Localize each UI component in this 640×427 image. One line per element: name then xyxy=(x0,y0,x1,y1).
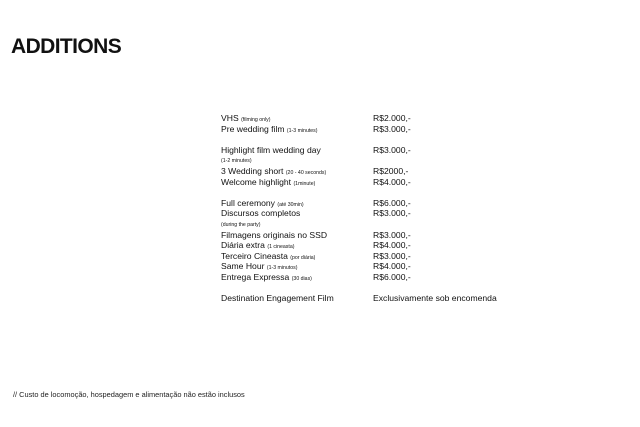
item-name: Pre wedding film xyxy=(221,123,285,134)
price-row-wedding-short xyxy=(221,166,521,177)
item-note: (30 dias) xyxy=(291,275,312,282)
item-note: (1-3 minutos) xyxy=(266,265,298,272)
item-price: R$3.000,- xyxy=(373,229,411,240)
item-name: Entrega Expressa xyxy=(221,271,290,282)
item-price: R$4.000,- xyxy=(373,240,411,251)
item-sub-note: (during the party) xyxy=(221,221,261,228)
price-row-pre-wedding-film xyxy=(221,124,521,135)
item-name: Filmagens originais no SSD xyxy=(221,229,328,240)
item-name: Welcome highlight xyxy=(221,176,292,187)
item-price: R$4.000,- xyxy=(373,261,411,272)
additions-price-list xyxy=(221,113,521,304)
price-row-same-hour xyxy=(221,261,521,272)
item-name: Terceiro Cineasta xyxy=(221,250,288,261)
item-note: (até 30min) xyxy=(277,201,304,208)
price-row-entrega-expressa xyxy=(221,272,521,283)
item-price: R$6.000,- xyxy=(373,271,411,282)
price-row-full-ceremony xyxy=(221,198,521,209)
item-name: 3 Wedding short xyxy=(221,165,284,176)
footnote: // Custo de locomoção, hospedagem e alimentação não estão inclusos xyxy=(13,390,245,399)
item-price: R$2.000,- xyxy=(373,113,411,123)
item-price: R$3.000,- xyxy=(373,144,411,155)
price-row-destination-engagement xyxy=(221,293,521,304)
price-row-terceiro-cineasta xyxy=(221,251,521,262)
item-name: Discursos completos xyxy=(221,208,301,219)
item-sub-note: (1-2 minutes) xyxy=(221,158,252,165)
price-row-highlight-film xyxy=(221,145,521,156)
price-row-welcome-highlight xyxy=(221,177,521,188)
item-note: (filming only) xyxy=(241,117,271,123)
item-price: R$3.000,- xyxy=(373,123,411,134)
price-row-filmagens-originais xyxy=(221,230,521,241)
price-row-discursos-completos xyxy=(221,208,521,219)
item-price: R$4.000,- xyxy=(373,176,411,187)
item-note: (1 cineasta) xyxy=(267,244,295,251)
item-price: R$2000,- xyxy=(373,165,409,176)
item-price: R$3.000,- xyxy=(373,208,411,219)
item-name: VHS xyxy=(221,113,239,123)
price-row-diaria-extra xyxy=(221,240,521,251)
item-price: R$3.000,- xyxy=(373,250,411,261)
item-price: R$6.000,- xyxy=(373,197,411,208)
item-note: (por diária) xyxy=(290,254,316,261)
item-name: Destination Engagement Film xyxy=(221,293,334,304)
item-note: (1-3 minutes) xyxy=(286,127,318,134)
item-name: Full ceremony xyxy=(221,197,275,208)
price-row-vhs xyxy=(221,113,521,124)
page-title: ADDITIONS xyxy=(11,35,122,58)
item-note: (20 - 40 seconds) xyxy=(285,169,327,176)
item-price: Exclusivamente sob encomenda xyxy=(373,293,497,304)
item-note: (1minute) xyxy=(293,180,316,187)
item-name: Diária extra xyxy=(221,240,265,251)
item-name: Same Hour xyxy=(221,261,265,272)
item-name: Highlight film wedding day xyxy=(221,144,321,155)
